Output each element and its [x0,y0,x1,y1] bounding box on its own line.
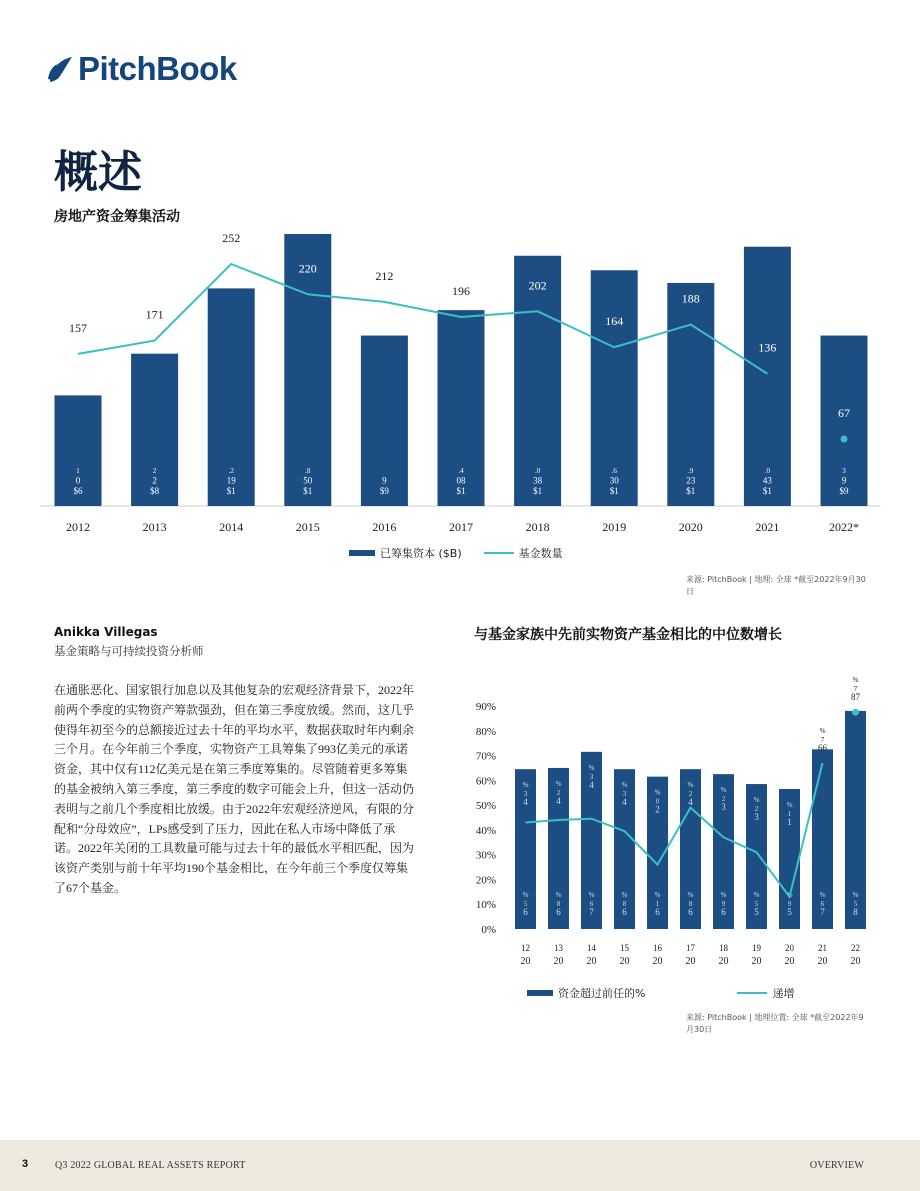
chart1-bar-value-label: $9 [839,486,849,496]
body-paragraph [54,681,442,899]
chart2-top-data-label: 2 [556,788,561,797]
chart1-bar-value-label: $1 [303,486,313,496]
chart2-bottom-data-label: 6 [721,907,726,917]
chart2-bottom-data-label: 5 [853,900,858,908]
chart2-top-data-label: % [687,781,694,790]
chart1-x-tick: 2016 [372,520,397,534]
chart2-step-up-line [523,763,823,897]
chart2-bottom-data-label: 6 [589,900,594,908]
chart2-top-data-label: 2 [754,805,759,814]
chart2-top-data-label: 66 [818,742,827,753]
chart1-bar-value-label: $1 [609,486,619,496]
chart2-bottom-data-label: 9 [787,900,792,908]
chart2-x-tick: 21 [818,943,827,953]
chart1-bar-value-label: 50 [303,475,313,486]
chart2-x-tick: 20 [850,956,861,967]
chart2-x-tick: 15 [620,943,629,953]
chart2-x-tick: 20 [652,956,663,967]
chart2-top-data-label: 87 [851,692,860,703]
chart2-x-tick: 18 [719,943,728,953]
chart1-bar-value-label: 30 [609,475,619,486]
pitchbook-leaf-icon [46,54,74,84]
body-line: 该资产类别与前十年平均190个基金相比，在今年前三个季度仅筹集 [54,861,409,876]
section-name: OVERVIEW [809,1160,864,1171]
chart1-bar-value-label: $1 [686,486,696,496]
chart2-bottom-data-label: 5 [523,900,528,908]
chart2-y-tick: 20% [475,874,496,887]
chart2-bottom-data-label: 6 [523,907,528,917]
chart2-bottom-data-label: 5 [787,907,792,917]
report-name: Q3 2022 GLOBAL REAL ASSETS REPORT [55,1160,246,1171]
chart1-bar-value-label: 2 [152,475,157,486]
body-line: 前两个季度的实物资产筹款强劲，但在第三季度放缓。然而，这几乎 [54,702,415,717]
body-line: 诺。2022年关闭的工具数量可能与过去十年的最低水平相匹配，因为 [54,841,415,856]
chart2-bottom-data-label: % [819,891,826,899]
chart1-bar-value-label: 3 [842,467,846,475]
chart1-bar-value-label: $9 [379,486,389,496]
chart1-line-value-label: 157 [69,320,87,335]
chart2-source-line: 月30日 [686,1025,713,1034]
chart2-bottom-data-label: 8 [556,900,561,908]
page-footer [0,1140,920,1191]
chart2-top-data-label: % [852,676,859,685]
chart1-x-tick: 2013 [142,520,167,534]
chart2-x-tick: 20 [718,956,729,967]
chart2-top-data-label: % [588,763,595,772]
chart1-line-value-label: 202 [528,278,547,293]
chart2-x-tick: 13 [554,943,563,953]
chart2-bottom-data-label: 8 [688,900,693,908]
chart1-source-line: 日 [686,587,694,596]
body-line: 的基金被纳入第三季度，第三季度的数字可能会上升，但这一活动仍 [54,781,415,796]
chart2-y-tick: 30% [475,849,496,862]
author-role: 基金策略与可持续投资分析师 [54,644,204,658]
chart1-x-tick: 2012 [66,520,90,534]
chart1-source [686,574,866,598]
chart1-x-tick: 2020 [678,520,703,534]
legend-line-swatch [737,992,767,994]
chart2-x-tick: 20 [785,943,794,953]
chart1-fund-count-line [78,264,767,374]
chart1-bar-value-label: 9 [382,475,387,486]
chart2-x-tick: 20 [817,956,828,967]
chart2-top-data-label: 7 [820,735,825,744]
chart2-y-tick: 60% [475,775,496,788]
chart2-bottom-data-label: 9 [721,900,726,908]
chart1-bar-value-label: $6 [73,486,83,496]
chart1-bar-value-label: .0 [534,467,541,475]
body-line: 资金，其中仅有112亿美元是在第三季度筹集的。尽管随着更多筹集 [54,762,408,777]
chart2-y-tick: 80% [475,725,496,738]
chart1-bar-value-label: 38 [533,475,543,486]
chart1-line-value-label: 212 [375,268,394,283]
chart2-bottom-data-label: 8 [622,900,627,908]
legend-bar-swatch [349,550,375,556]
chart2-y-tick: 50% [475,800,496,813]
chart2-bottom-data-label: 6 [655,907,660,917]
chart2-y-tick: 90% [475,701,496,713]
chart2-top-data-label: 3 [523,790,528,799]
chart1-bar-value-label: $1 [456,486,466,496]
chart2-bottom-data-label: 6 [820,900,825,908]
chart2-top-data-label: 4 [589,779,594,790]
chart2-bottom-data-label: 6 [622,907,627,917]
legend-bar-label: 资金超过前任的% [558,987,646,1000]
chart2-top-data-label: 1 [787,817,792,828]
body-line: 表明与之前几个季度相比放缓。由于2022年宏观经济逆风，有限的分 [54,801,415,816]
chart2-top-data-label: 2 [655,804,660,815]
chart2-x-tick: 20 [553,956,564,967]
chart2-top-data-label: % [654,788,661,797]
legend-line-label: 递增 [772,987,795,1000]
chart2-y-tick: 0% [481,924,496,936]
chart2-x-tick: 20 [784,956,795,967]
chart1-x-tick: 2022* [829,520,859,534]
chart1-line-value-label: 67 [838,406,850,420]
chart1-line-value-label: 188 [681,291,700,306]
chart2-legend [527,985,794,1001]
chart2-y-tick: 10% [475,899,496,912]
chart1-bar-value-label: .8 [305,467,311,475]
chart1-x-tick: 2018 [525,520,550,534]
chart2-bottom-data-label: 6 [688,907,693,917]
chart2-x-tick: 12 [521,943,530,953]
chart1-x-tick: 2021 [755,520,780,534]
chart1-source-line: 来源: PitchBook | 地理: 全球 *截至2022年9月30 [686,575,866,584]
chart2-bottom-data-label: 8 [853,907,858,917]
chart2-x-tick: 20 [586,956,597,967]
legend-line-swatch [484,552,514,554]
body-line: 三个月。在今年前三个季度，实物资产工具筹集了993亿美元的承诺 [54,742,409,757]
page-number: 3 [22,1158,29,1170]
chart2-x-tick: 20 [520,956,531,967]
chart2-bottom-data-label: % [753,891,760,899]
chart2-x-tick: 20 [751,956,762,967]
chart2-top-data-label: % [753,796,760,805]
chart1-bar-value-label: .2 [228,467,234,475]
body-line: 使得年初至今的总额接近过去十年的平均水平，数据获取时年内剩余 [54,722,415,737]
chart2-bottom-data-label: 7 [589,907,594,917]
median-growth-chart [460,670,880,975]
chart2-bottom-data-label: % [687,891,694,899]
chart2-bottom-data-label: % [588,891,595,899]
chart2-x-tick: 20 [685,956,696,967]
chart2-bottom-data-label: 1 [655,900,660,908]
chart1-bar-value-label: .9 [688,467,694,475]
chart2-bottom-data-label: % [852,891,859,899]
chart2-top-data-label: 2 [688,790,693,799]
chart2-x-tick: 17 [686,943,695,953]
brand-name: PitchBook [78,50,237,87]
chart2-bottom-data-label: % [621,891,628,899]
chart1-bar-value-label: $1 [762,486,772,496]
chart2-top-data-label: % [819,726,826,735]
chart1-x-tick: 2015 [295,520,320,534]
chart1-bar-value-label: 9 [841,475,847,486]
chart2-bottom-data-label: % [786,891,793,899]
chart2-bottom-data-label: % [654,891,661,899]
chart1-bar-value-label: 2 [152,467,157,475]
chart2-bottom-data-label: 5 [754,907,759,917]
chart1-bar-value-label: 0 [75,475,81,486]
chart2-x-tick: 19 [752,943,761,953]
chart2-top-data-label: % [720,786,727,795]
chart1-bar-value-label: $1 [226,486,236,496]
chart1-bar-value-label: 08 [456,475,466,486]
chart2-top-data-label: % [522,781,529,790]
pitchbook-logo [46,50,237,88]
chart1-x-tick: 2017 [449,520,473,534]
chart2-y-tick: 70% [475,750,496,763]
chart1-line-value-label: 164 [605,314,624,329]
chart2-x-tick: 20 [619,956,630,967]
chart2-top-data-label: 3 [754,812,759,823]
chart1-line-value-label: 171 [145,307,164,322]
chart1-bar-value-label: .4 [458,467,464,475]
chart2-top-data-label: % [786,801,793,810]
chart1-bar-value-label: 43 [762,475,772,486]
chart2-top-data-label: 4 [523,797,528,808]
chart2-bottom-data-label: 6 [556,907,561,917]
chart1-bar-value-label: 19 [226,475,236,486]
chart2-source [686,1012,864,1036]
legend-bar-label: 已筹集资本 ($B) [380,547,462,560]
chart2-x-tick: 22 [851,943,860,953]
chart1-bar-value-label: 23 [686,475,696,486]
chart1-bar-value-label: .0 [764,467,771,475]
body-line: 了67个基金。 [54,880,127,895]
chart2-top-data-label: 1 [787,810,792,819]
chart2-y-tick: 40% [475,824,496,837]
chart1-x-tick: 2019 [602,520,627,534]
chart2-top-data-label: 3 [721,802,726,813]
chart1-fund-count-point [841,436,848,443]
chart1-bar-value-label: $1 [533,486,543,496]
legend-line-label: 基金数量 [518,547,563,560]
chart2-top-data-label: 0 [655,797,660,806]
chart1-x-tick: 2014 [219,520,244,534]
body-line: 配和“分母效应”，LPs感受到了压力，因此在私人市场中降低了承 [54,821,396,836]
chart2-x-tick: 14 [587,943,596,953]
author-name: Anikka Villegas [54,625,158,639]
chart1-bar-value-label: 1 [76,467,80,475]
chart2-title: 与基金家族中先前实物资产基金相比的中位数增长 [474,627,782,643]
chart2-step-up-point [852,709,859,716]
page-title: 概述 [54,147,142,198]
chart2-top-data-label: 4 [556,795,561,806]
chart1-bar-value-label: $8 [150,486,160,496]
chart1-line-value-label: 196 [452,283,470,298]
chart1-title: 房地产资金筹集活动 [54,209,180,225]
chart2-bottom-data-label: % [522,891,529,899]
chart2-top-data-label: 7 [853,685,858,694]
chart2-bottom-data-label: % [720,891,727,899]
chart2-x-tick: 16 [653,943,662,953]
chart2-top-data-label: 2 [721,795,726,804]
chart2-top-data-label: 4 [622,797,627,808]
chart2-top-data-label: 3 [589,772,594,781]
chart2-bottom-data-label: 7 [820,907,825,917]
chart1-bar-value-label: .6 [611,467,617,475]
legend-bar-swatch [527,990,553,996]
chart2-top-data-label: 3 [622,790,627,799]
chart2-bottom-data-label: 5 [754,900,759,908]
chart2-top-data-label: 4 [688,797,693,808]
chart1-line-value-label: 252 [222,231,241,245]
chart2-source-line: 来源: PitchBook | 地理位置: 全球 *截至2022年9 [686,1013,864,1022]
chart2-top-data-label: % [621,781,628,790]
fundraising-chart [40,225,880,534]
chart2-top-data-label: % [555,779,562,788]
body-line: 在通胀恶化、国家银行加息以及其他复杂的宏观经济背景下，2022年 [54,683,415,697]
chart1-legend [349,545,563,561]
chart1-line-value-label: 220 [298,261,317,276]
chart1-line-value-label: 136 [758,340,777,355]
chart2-bottom-data-label: % [555,891,562,899]
